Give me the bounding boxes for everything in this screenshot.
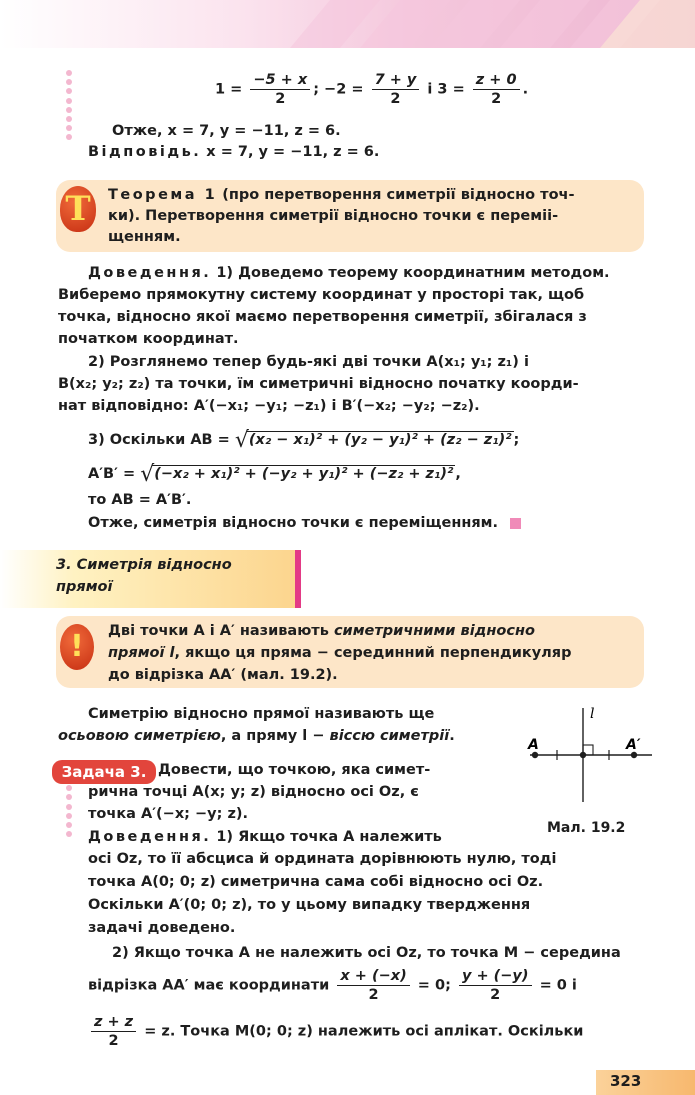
theorem-line-2: ки). Перетворення симетрії відносно точки є переміі- <box>108 208 559 224</box>
task-badge: Задача 3. <box>52 760 156 784</box>
task-line-8: задачі доведено. <box>88 920 236 936</box>
theorem-t-icon: Т <box>60 186 96 232</box>
section-title-line-2: прямої <box>56 579 113 595</box>
proof-line-1: Доведення. 1) Доведемо теорему координатним методом. <box>88 265 610 281</box>
band-pattern <box>0 0 695 48</box>
solution-equations: 1 = $\frac{-5 + x}{2}$ ; −2 = $\frac{7 + y}{2}$ і 3 = $\frac{z + 0}{2}$ . <box>215 72 529 107</box>
label-a: A <box>528 737 539 753</box>
exclamation-icon: ! <box>60 624 94 670</box>
section-title-line-1: 3. Симетрія відносно <box>56 557 232 573</box>
theorem-line-3: щенням. <box>108 229 181 245</box>
task-line-1: Довести, що точкою, яка симет- <box>158 762 431 778</box>
proof-line-4: початком координат. <box>58 331 239 347</box>
margin-dots <box>66 70 74 144</box>
task-line-10: відрізка AA′ має координати $\frac{x + (-x)}{2}$ = 0; $\frac{y + (-y)}{2}$ = 0 і <box>88 968 577 1003</box>
point-center <box>580 752 586 758</box>
task-line-6: точка A(0; 0; z) симетрична сама собі відносно осі Oz. <box>88 874 544 890</box>
proof-line-3: точка, відносно якої маємо перетворення симетрії, збігалася з <box>58 309 587 325</box>
end-of-proof-icon <box>510 518 521 529</box>
axial-line-2: осьовою симетрією, а пряму l − віссю симетрії. <box>58 728 455 744</box>
label-a-prime: A′ <box>626 737 641 753</box>
proof-line-11: Отже, симетрія відносно точки є переміщенням. <box>88 515 521 531</box>
proof-line-8: 3) Оскільки AB = √(x₂ − x₁)² + (y₂ − y₁)² + (z₂ − z₁)² ; <box>88 428 520 453</box>
margin-dots-task <box>66 776 74 840</box>
task-line-2: рична точці A(x; y; z) відносно осі Oz, є <box>88 784 419 800</box>
task-line-9: 2) Якщо точка A не належить осі Oz, то точка M − середина <box>112 945 621 961</box>
proof-line-6: B(x₂; y₂; z₂) та точки, їм симетричні відносно початку коорди- <box>58 376 579 392</box>
answer-label: Відповідь. <box>88 144 202 160</box>
task-line-3: точка A′(−x; −y; z). <box>88 806 249 822</box>
theorem-line-1: Теорема 1 (про перетворення симетрії відносно точ- <box>108 187 575 203</box>
task-line-5: осі Oz, то її абсциса й ордината дорівнюють нулю, тоді <box>88 851 557 867</box>
section-header <box>0 550 301 608</box>
solution-result: Отже, x = 7, y = −11, z = 6. <box>112 123 341 139</box>
proof-line-2: Виберемо прямокутну систему координат у просторі так, щоб <box>58 287 585 303</box>
figure-19-2 <box>520 700 660 810</box>
axial-line-1: Симетрію відносно прямої називають ще <box>88 706 435 722</box>
definition-line-2: прямої l, якщо ця пряма − серединний перпендикуляр <box>108 645 572 661</box>
figure-caption: Мал. 19.2 <box>547 820 626 836</box>
proof-line-5: 2) Розглянемо тепер будь-які дві точки A(x₁; y₁; z₁) і <box>88 354 529 370</box>
definition-line-3: до відрізка AA′ (мал. 19.2). <box>108 667 338 683</box>
definition-line-1: Дві точки A і A′ називають симетричними відносно <box>108 623 535 639</box>
solution-answer <box>88 144 379 160</box>
task-line-4: Доведення. 1) Якщо точка A належить <box>88 829 442 845</box>
task-line-7: Оскільки A′(0; 0; z), то у цьому випадку твердження <box>88 897 531 913</box>
task-line-11: $\frac{z + z}{2}$ = z. Точка M(0; 0; z) належить осі аплікат. Оскільки <box>88 1014 583 1049</box>
label-l: l <box>590 706 595 722</box>
proof-line-9: A′B′ = √(−x₂ + x₁)² + (−y₂ + y₁)² + (−z₂ + z₁)² , <box>88 462 461 487</box>
top-decorative-band <box>0 0 695 48</box>
proof-line-7: нат відповідно: A′(−x₁; −y₁; −z₁) і B′(−x₂; −y₂; −z₂). <box>58 398 480 414</box>
proof-line-10: то AB = A′B′. <box>88 492 192 508</box>
answer-value: x = 7, y = −11, z = 6. <box>201 144 380 160</box>
page-number: 323 <box>610 1072 642 1090</box>
